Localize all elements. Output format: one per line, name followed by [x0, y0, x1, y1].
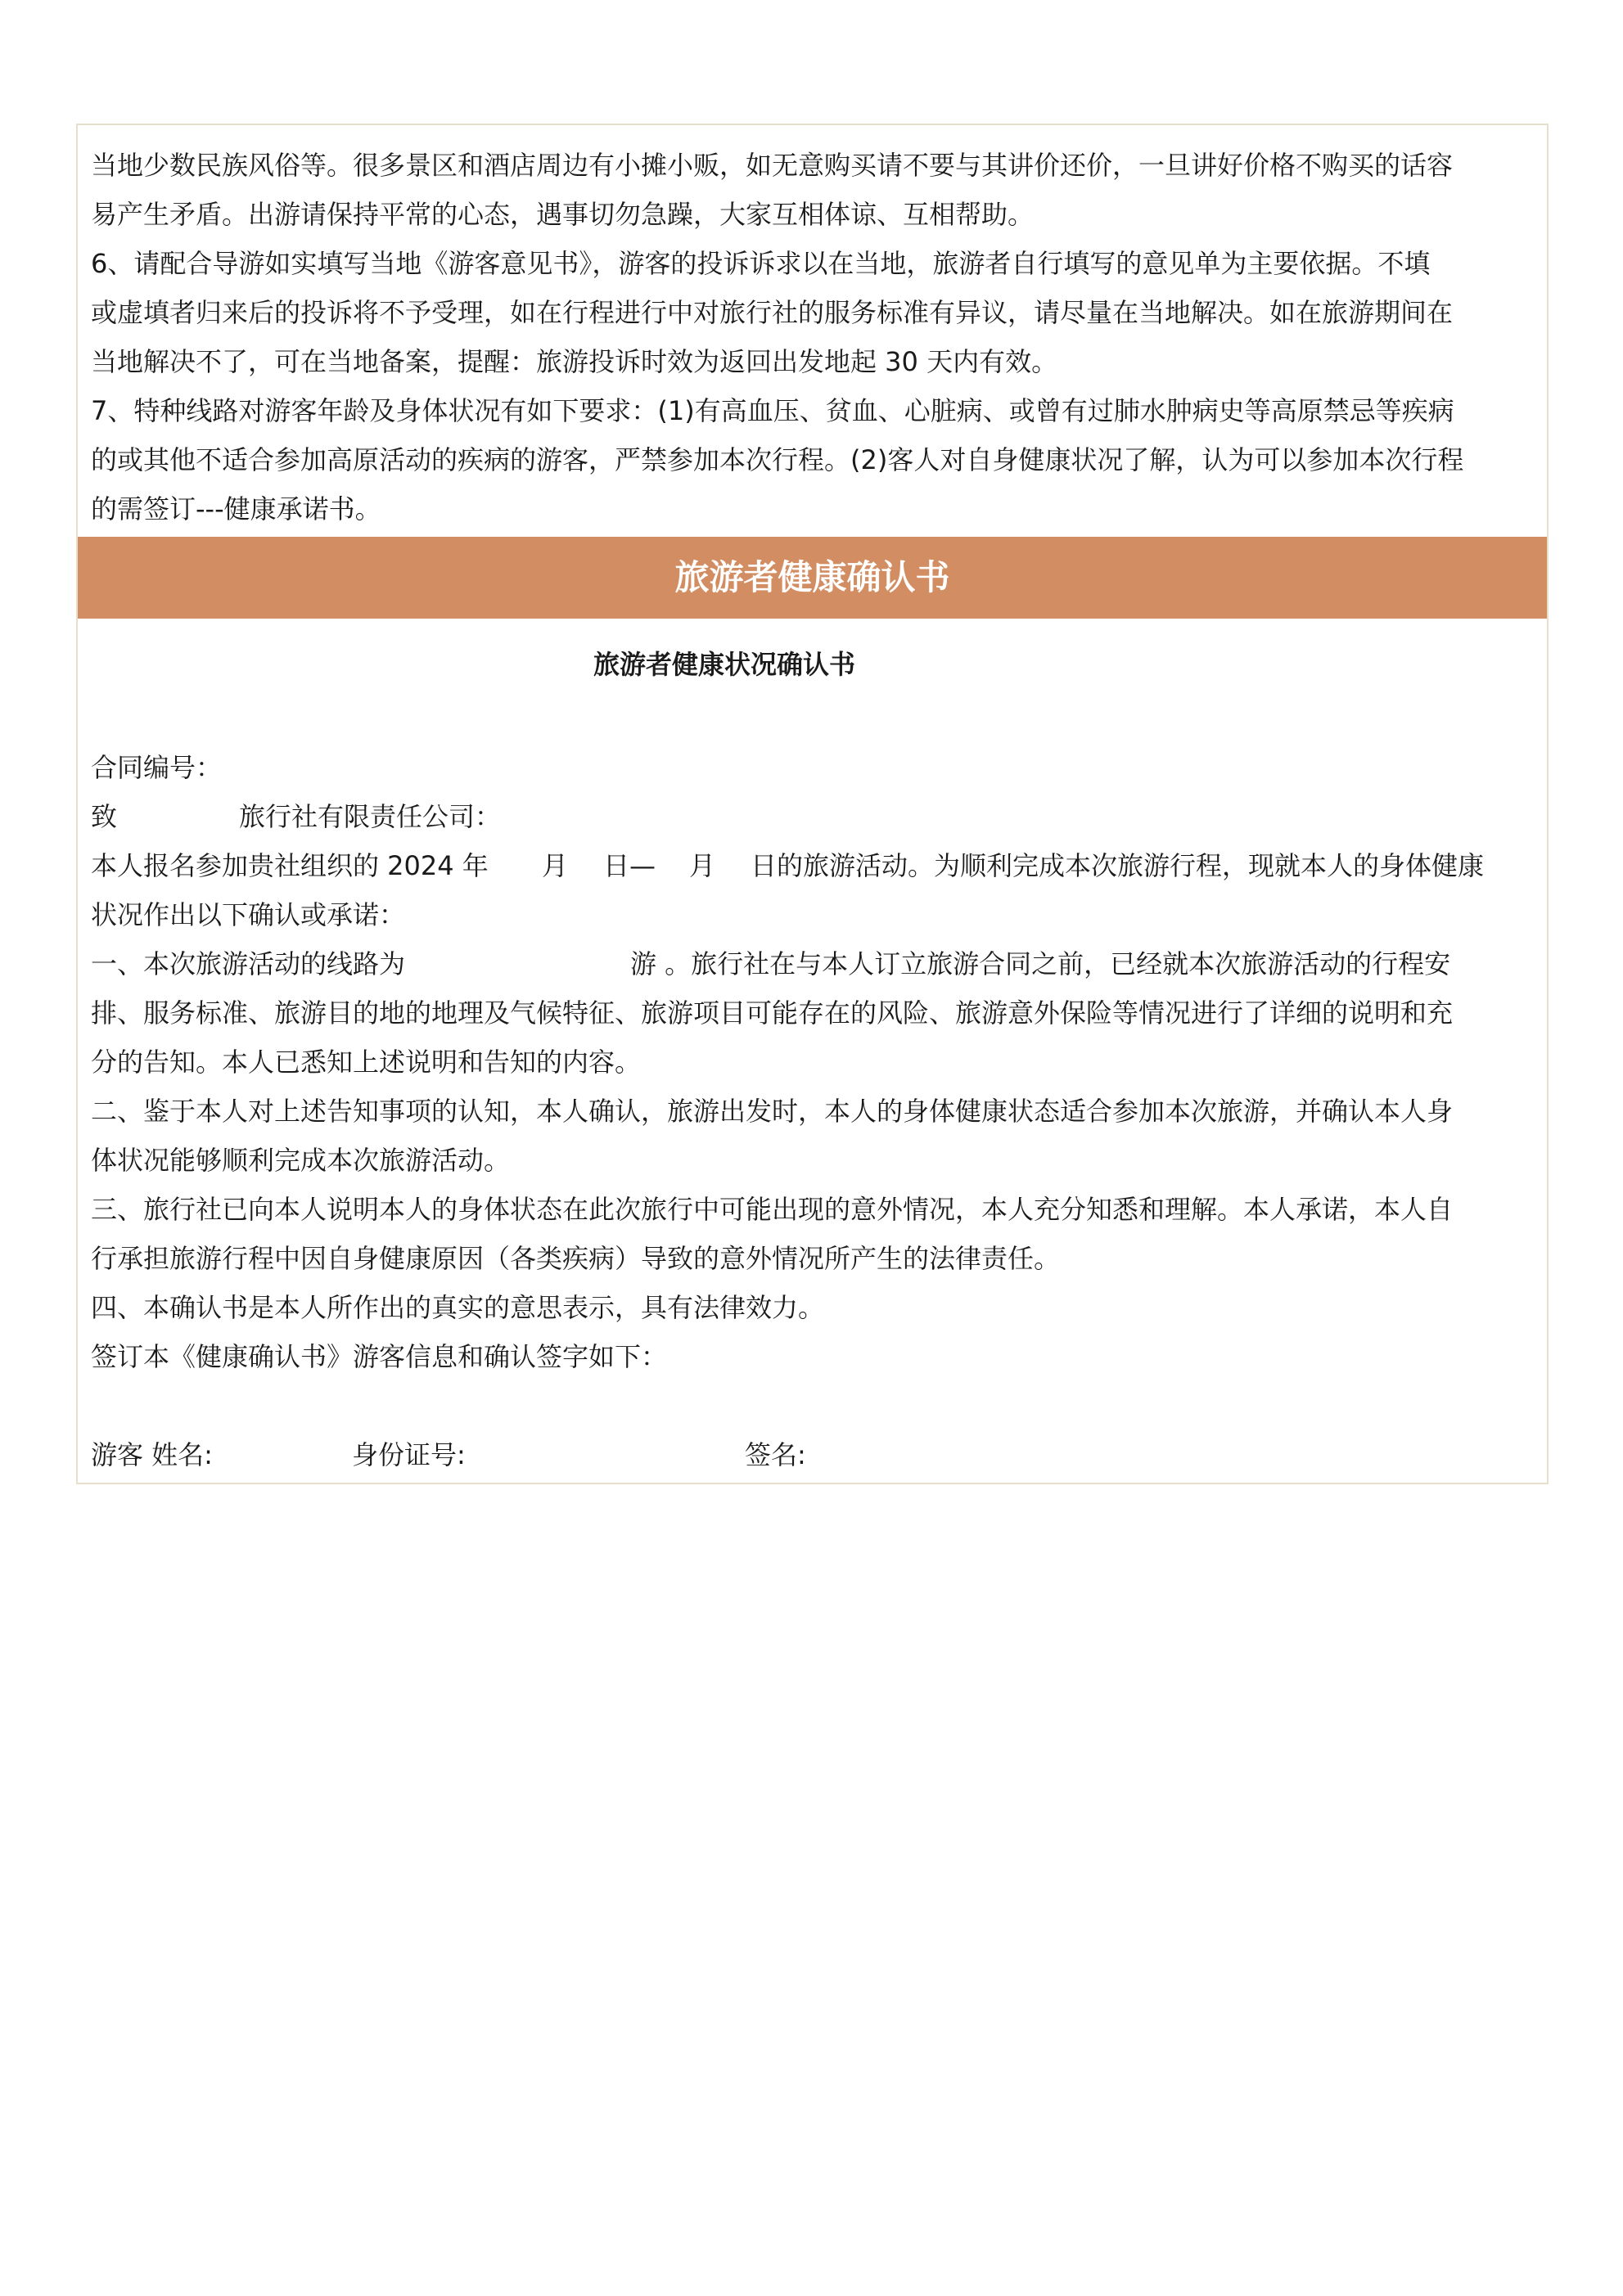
note-item-6-line-2: 或虚填者归来后的投诉将不予受理，如在行程进行中对旅行社的服务标准有异议，请尽量在当地解决。如在旅游期间在: [91, 297, 1454, 328]
intro-month-2: 月: [689, 850, 716, 881]
clause-3-line-2: 行承担旅游行程中因自身健康原因（各类疾病）导致的意外情况所产生的法律责任。: [91, 1243, 1061, 1274]
note-item-6-line-1: 6、请配合导游如实填写当地《游客意见书》，游客的投诉诉求以在当地，旅游者自行填写的意见单为主要依据。不填: [91, 248, 1431, 279]
intro-day-1: 日—: [603, 850, 656, 881]
signature-label: 签名:: [745, 1439, 806, 1470]
document-title: 旅游者健康状况确认书: [593, 649, 855, 680]
contract-number-label: 合同编号：: [91, 752, 223, 783]
note-line-1: 当地少数民族风俗等。很多景区和酒店周边有小摊小贩，如无意购买请不要与其讲价还价，一旦讲好价格不购买的话容: [91, 150, 1454, 181]
note-line-2: 易产生矛盾。出游请保持平常的心态，遇事切勿急躁，大家互相体谅、互相帮助。: [91, 199, 1035, 230]
note-item-6-line-3: 当地解决不了，可在当地备案，提醒：旅游投诉时效为返回出发地起 30 天内有效。: [91, 346, 1058, 377]
clause-2-line-2: 体状况能够顺利完成本次旅游活动。: [91, 1145, 511, 1176]
section-banner: 旅游者健康确认书: [78, 537, 1547, 619]
id-number-label: 身份证号:: [352, 1439, 466, 1470]
intro-text-start: 本人报名参加贵社组织的 2024 年: [91, 850, 489, 881]
addressee-company: 旅行社有限责任公司：: [239, 801, 502, 832]
addressee-prefix: 致: [91, 801, 118, 832]
intro-text-line-2: 状况作出以下确认或承诺：: [91, 899, 406, 930]
note-item-7-line-3: 的需签订---健康承诺书。: [91, 493, 381, 524]
signature-intro: 签订本《健康确认书》游客信息和确认签字如下：: [91, 1341, 668, 1372]
clause-1-line-2: 排、服务标准、旅游目的地的地理及气候特征、旅游项目可能存在的风险、旅游意外保险等情况进行了详细的说明和充: [91, 997, 1454, 1029]
note-item-7-line-1: 7、特种线路对游客年龄及身体状况有如下要求：(1)有高血压、贫血、心脏病、或曾有过肺水肿病史等高原禁忌等疾病: [91, 395, 1454, 426]
clause-4: 四、本确认书是本人所作出的真实的意思表示，具有法律效力。: [91, 1292, 825, 1323]
clause-3-line-1: 三、旅行社已向本人说明本人的身体状态在此次旅行中可能出现的意外情况，本人充分知悉和理解。本人承诺，本人自: [91, 1194, 1454, 1225]
note-item-7-line-2: 的或其他不适合参加高原活动的疾病的游客，严禁参加本次行程。(2)客人对自身健康状况了解，认为可以参加本次行程: [91, 444, 1464, 475]
intro-text-end: 日的旅游活动。为顺利完成本次旅游行程，现就本人的身体健康: [751, 850, 1485, 881]
clause-1-route-label: 一、本次旅游活动的线路为: [91, 948, 406, 979]
tourist-name-label: 游客 姓名:: [91, 1439, 213, 1470]
clause-2-line-1: 二、鉴于本人对上述告知事项的认知，本人确认，旅游出发时，本人的身体健康状态适合参加本次旅游，并确认本人身: [91, 1096, 1454, 1127]
intro-month-1: 月: [542, 850, 569, 881]
clause-1-line-1: 游 。旅行社在与本人订立旅游合同之前，已经就本次旅游活动的行程安: [630, 948, 1451, 979]
clause-1-line-3: 分的告知。本人已悉知上述说明和告知的内容。: [91, 1047, 642, 1078]
